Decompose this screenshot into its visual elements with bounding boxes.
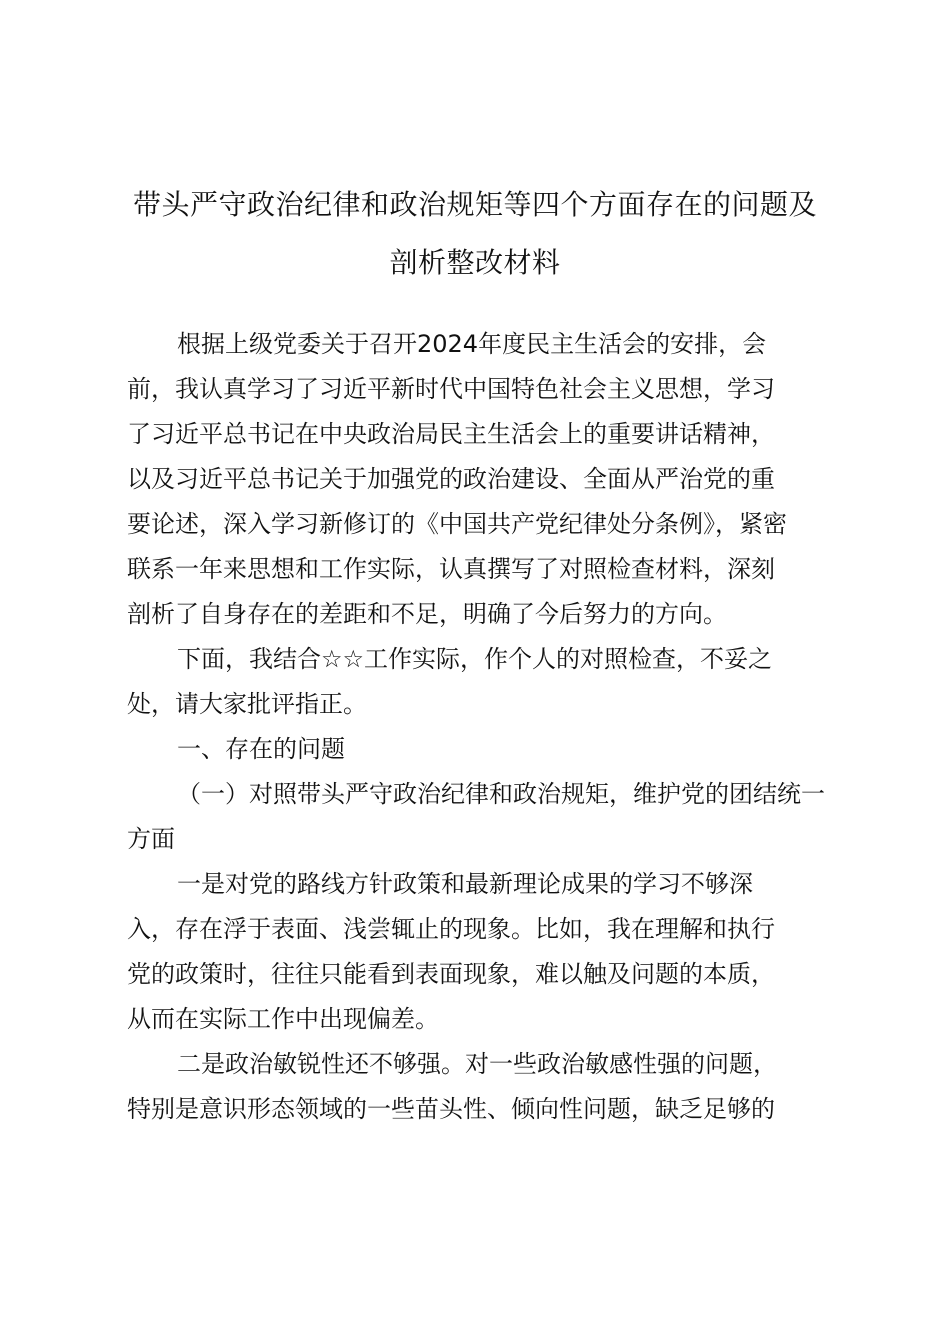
- section-heading: 一、存在的问题: [177, 735, 345, 763]
- body-line: 处，请大家批评指正。: [127, 690, 367, 718]
- body-line: 了习近平总书记在中央政治局民主生活会上的重要讲话精神，: [127, 420, 775, 448]
- title-line-1: 带头严守政治纪律和政治规矩等四个方面存在的问题及: [132, 188, 817, 221]
- document-body: [127, 322, 827, 1132]
- body-line: 根据上级党委关于召开2024年度民主生活会的安排，会: [177, 330, 767, 358]
- body-line: 党的政策时，往往只能看到表面现象，难以触及问题的本质，: [127, 960, 775, 988]
- body-line: 剖析了自身存在的差距和不足，明确了今后努力的方向。: [127, 600, 727, 628]
- body-line: 联系一年来思想和工作实际，认真撰写了对照检查材料，深刻: [127, 555, 775, 583]
- document-title: [110, 176, 840, 292]
- body-line: 前，我认真学习了习近平新时代中国特色社会主义思想，学习: [127, 375, 775, 403]
- body-line: 从而在实际工作中出现偏差。: [127, 1005, 439, 1033]
- body-line: 以及习近平总书记关于加强党的政治建设、全面从严治党的重: [127, 465, 775, 493]
- body-line: 特别是意识形态领域的一些苗头性、倾向性问题，缺乏足够的: [127, 1095, 775, 1123]
- body-line: 要论述，深入学习新修订的《中国共产党纪律处分条例》，紧密: [127, 510, 787, 538]
- body-line: 入，存在浮于表面、浅尝辄止的现象。比如，我在理解和执行: [127, 915, 775, 943]
- body-line: 二是政治敏锐性还不够强。对一些政治敏感性强的问题，: [177, 1050, 777, 1078]
- title-line-2: 剖析整改材料: [389, 246, 561, 279]
- body-line: 下面，我结合☆☆工作实际，作个人的对照检查，不妥之: [177, 645, 773, 673]
- subsection-heading: （一）对照带头严守政治纪律和政治规矩，维护党的团结统一: [177, 780, 825, 808]
- body-line: 一是对党的路线方针政策和最新理论成果的学习不够深: [177, 870, 753, 898]
- subsection-heading-cont: 方面: [127, 825, 175, 853]
